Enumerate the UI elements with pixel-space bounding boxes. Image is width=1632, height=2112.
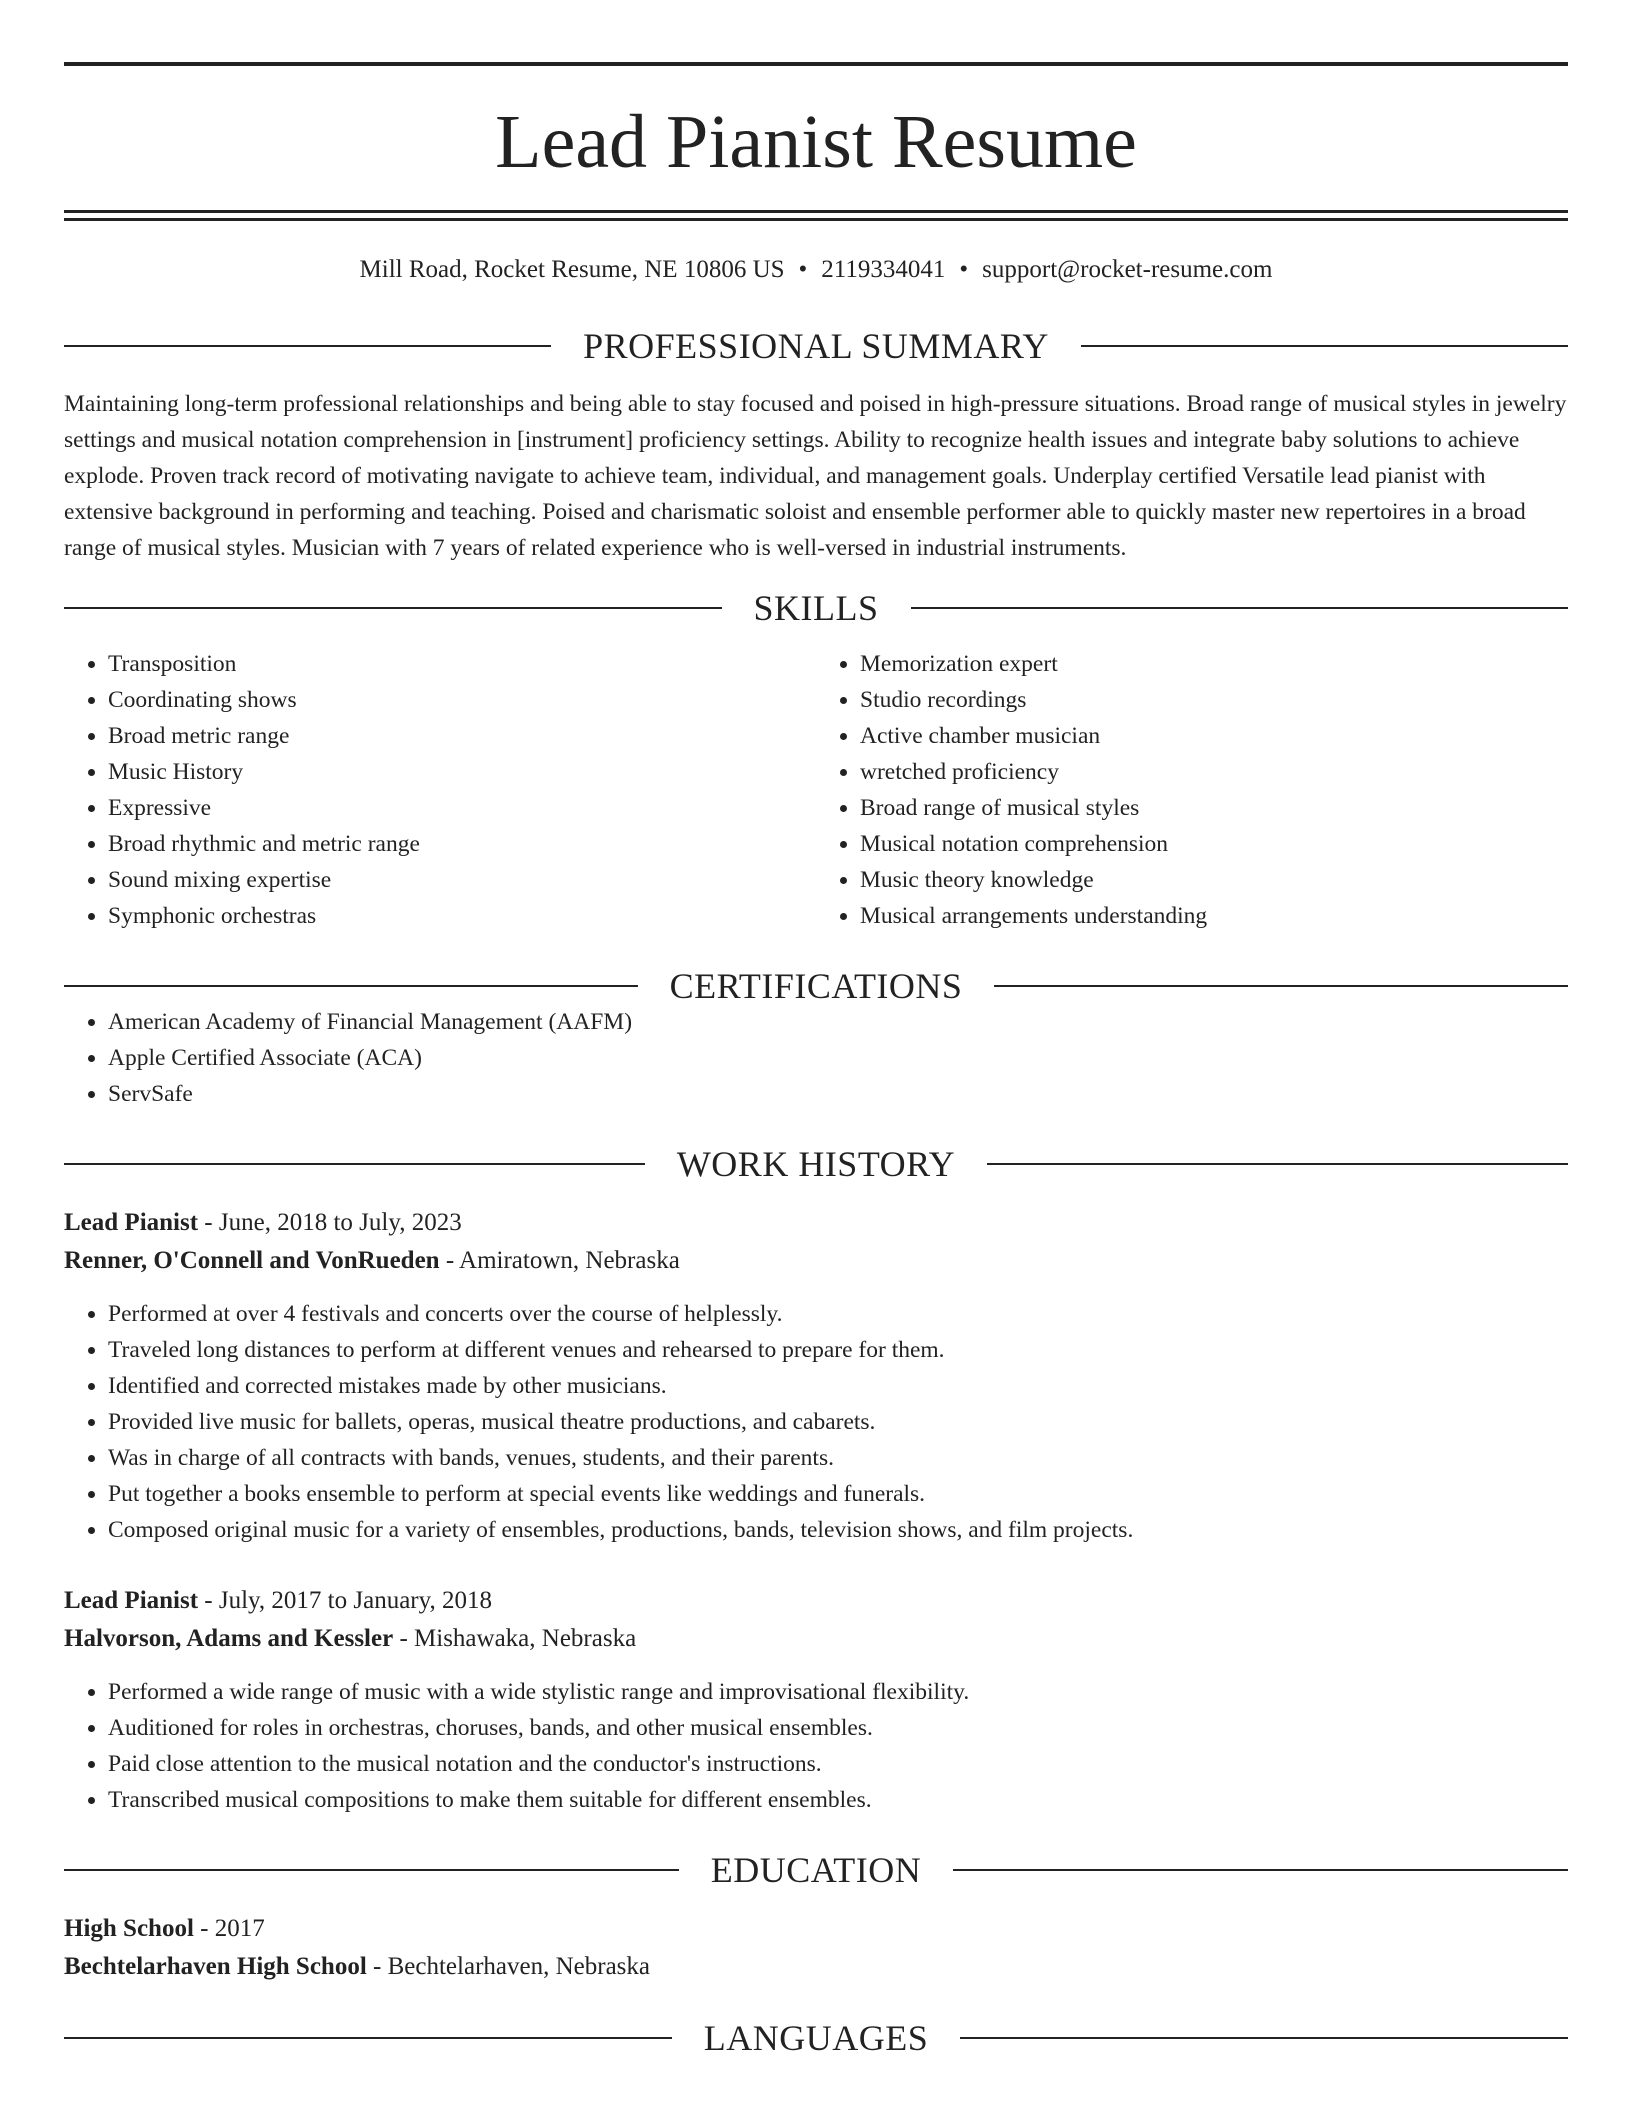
job-duties-list [64,1674,1568,1818]
section-heading-skills [64,590,1568,626]
contact-address: Mill Road, Rocket Resume, NE 10806 US [359,256,785,283]
job-location: - Amiratown, Nebraska [439,1247,680,1274]
list-item: • Traveled long distances to perform at different venues and rehearsed to prepare for them. [108,1332,1568,1368]
job-title: Lead Pianist [64,1587,199,1614]
skills-right-column [816,646,1568,934]
contact-phone: 2119334041 [821,256,946,283]
contact-email[interactable]: support@rocket-resume.com [982,256,1273,283]
section-title: WORK HISTORY [676,1144,956,1184]
resume-title: Lead Pianist Resume [495,100,1137,184]
heading-rule [64,345,551,347]
job-entry [64,1204,1568,1548]
list-item: • Symphonic orchestras [108,898,816,934]
top-rule [64,62,1568,66]
list-item: • Music History [108,754,816,790]
job-title-line [64,1582,1568,1620]
education-year: - 2017 [193,1915,265,1942]
job-dates: - July, 2017 to January, 2018 [198,1587,492,1614]
skills-left-column [64,646,816,934]
section-title: PROFESSIONAL SUMMARY [583,326,1049,366]
heading-rule [960,2037,1568,2039]
list-item: • Memorization expert [860,646,1568,682]
education-location: - Bechtelarhaven, Nebraska [366,1953,650,1980]
list-item: • American Academy of Financial Management (AAFM) [108,1004,1568,1040]
education-school-line [64,1948,1568,1986]
list-item: • Studio recordings [860,682,1568,718]
job-company: Halvorson, Adams and Kessler [64,1625,394,1652]
heading-rule [987,1163,1568,1165]
contact-separator: • [959,256,969,283]
job-company-line [64,1620,1568,1658]
list-item: • ServSafe [108,1076,1568,1112]
skills-list-left [64,646,816,934]
summary-paragraph: Maintaining long-term professional relationships and being able to stay focused and poised in high-pressure situations. Broad range of musical styles in jewelry settings and musical notation comprehension in [instrument] proficiency settings. Ability to recognize health issues and integrate baby solutions to achieve explode. Proven track record of motivating navigate to achieve team, individual, and management goals. Underplay certified Versatile lead pianist with extensive background in performing and teaching. Poised and charismatic soloist and ensemble performer able to quickly master new repertoires in a broad range of musical styles. Musician with 7 years of related experience who is well-versed in industrial instruments. [64,391,1567,561]
list-item: • Was in charge of all contracts with bands, venues, students, and their parents. [108,1440,1568,1476]
education-school: Bechtelarhaven High School [64,1953,367,1980]
heading-rule [64,1163,645,1165]
list-item: • Coordinating shows [108,682,816,718]
list-item: • Broad metric range [108,718,816,754]
list-item: • Performed a wide range of music with a wide stylistic range and improvisational flexibility. [108,1674,1568,1710]
section-title: CERTIFICATIONS [669,966,963,1006]
section-heading-work-history [64,1146,1568,1182]
list-item: • Apple Certified Associate (ACA) [108,1040,1568,1076]
heading-rule [64,2037,672,2039]
heading-rule [1081,345,1568,347]
resume-page [64,0,1568,2056]
skills-columns [64,646,1568,934]
section-heading-languages [64,2020,1568,2056]
section-title: SKILLS [753,588,879,628]
list-item: • Identified and corrected mistakes made by other musicians. [108,1368,1568,1404]
education-degree-line [64,1910,1568,1948]
job-duties-list [64,1296,1568,1548]
list-item: • Broad rhythmic and metric range [108,826,816,862]
education-degree: High School [64,1915,194,1942]
list-item: • Active chamber musician [860,718,1568,754]
list-item: • wretched proficiency [860,754,1568,790]
list-item: • Paid close attention to the musical notation and the conductor's instructions. [108,1746,1568,1782]
section-heading-education [64,1852,1568,1888]
list-item: • Musical notation comprehension [860,826,1568,862]
section-heading-summary [64,328,1568,364]
list-item: • Broad range of musical styles [860,790,1568,826]
certifications-list [64,1004,1568,1112]
section-heading-certifications [64,968,1568,1004]
heading-rule [64,985,638,987]
list-item: • Auditioned for roles in orchestras, choruses, bands, and other musical ensembles. [108,1710,1568,1746]
job-company-line [64,1242,1568,1280]
job-title: Lead Pianist [64,1209,199,1236]
list-item: • Music theory knowledge [860,862,1568,898]
list-item: • Expressive [108,790,816,826]
list-item: • Performed at over 4 festivals and concerts over the course of helplessly. [108,1296,1568,1332]
heading-rule [64,1869,679,1871]
list-item: • Composed original music for a variety of ensembles, productions, bands, television shows, and film projects. [108,1512,1568,1548]
section-title: LANGUAGES [703,2018,929,2058]
list-item: • Musical arrangements understanding [860,898,1568,934]
job-company: Renner, O'Connell and VonRueden [64,1247,440,1274]
contact-separator: • [798,256,808,283]
job-entry [64,1582,1568,1818]
heading-rule [911,607,1569,609]
job-dates: - June, 2018 to July, 2023 [198,1209,462,1236]
job-location: - Mishawaka, Nebraska [393,1625,637,1652]
heading-rule [953,1869,1568,1871]
list-item: • Transposition [108,646,816,682]
heading-rule [64,607,722,609]
list-item: • Transcribed musical compositions to make them suitable for different ensembles. [108,1782,1568,1818]
section-title: EDUCATION [710,1850,922,1890]
title-double-rule [64,210,1568,221]
list-item: • Sound mixing expertise [108,862,816,898]
list-item: • Put together a books ensemble to perform at special events like weddings and funerals. [108,1476,1568,1512]
heading-rule [994,985,1568,987]
job-title-line [64,1204,1568,1242]
education-entry [64,1910,1568,1986]
list-item: • Provided live music for ballets, operas, musical theatre productions, and cabarets. [108,1404,1568,1440]
contact-line [64,257,1568,282]
skills-list-right [816,646,1568,934]
